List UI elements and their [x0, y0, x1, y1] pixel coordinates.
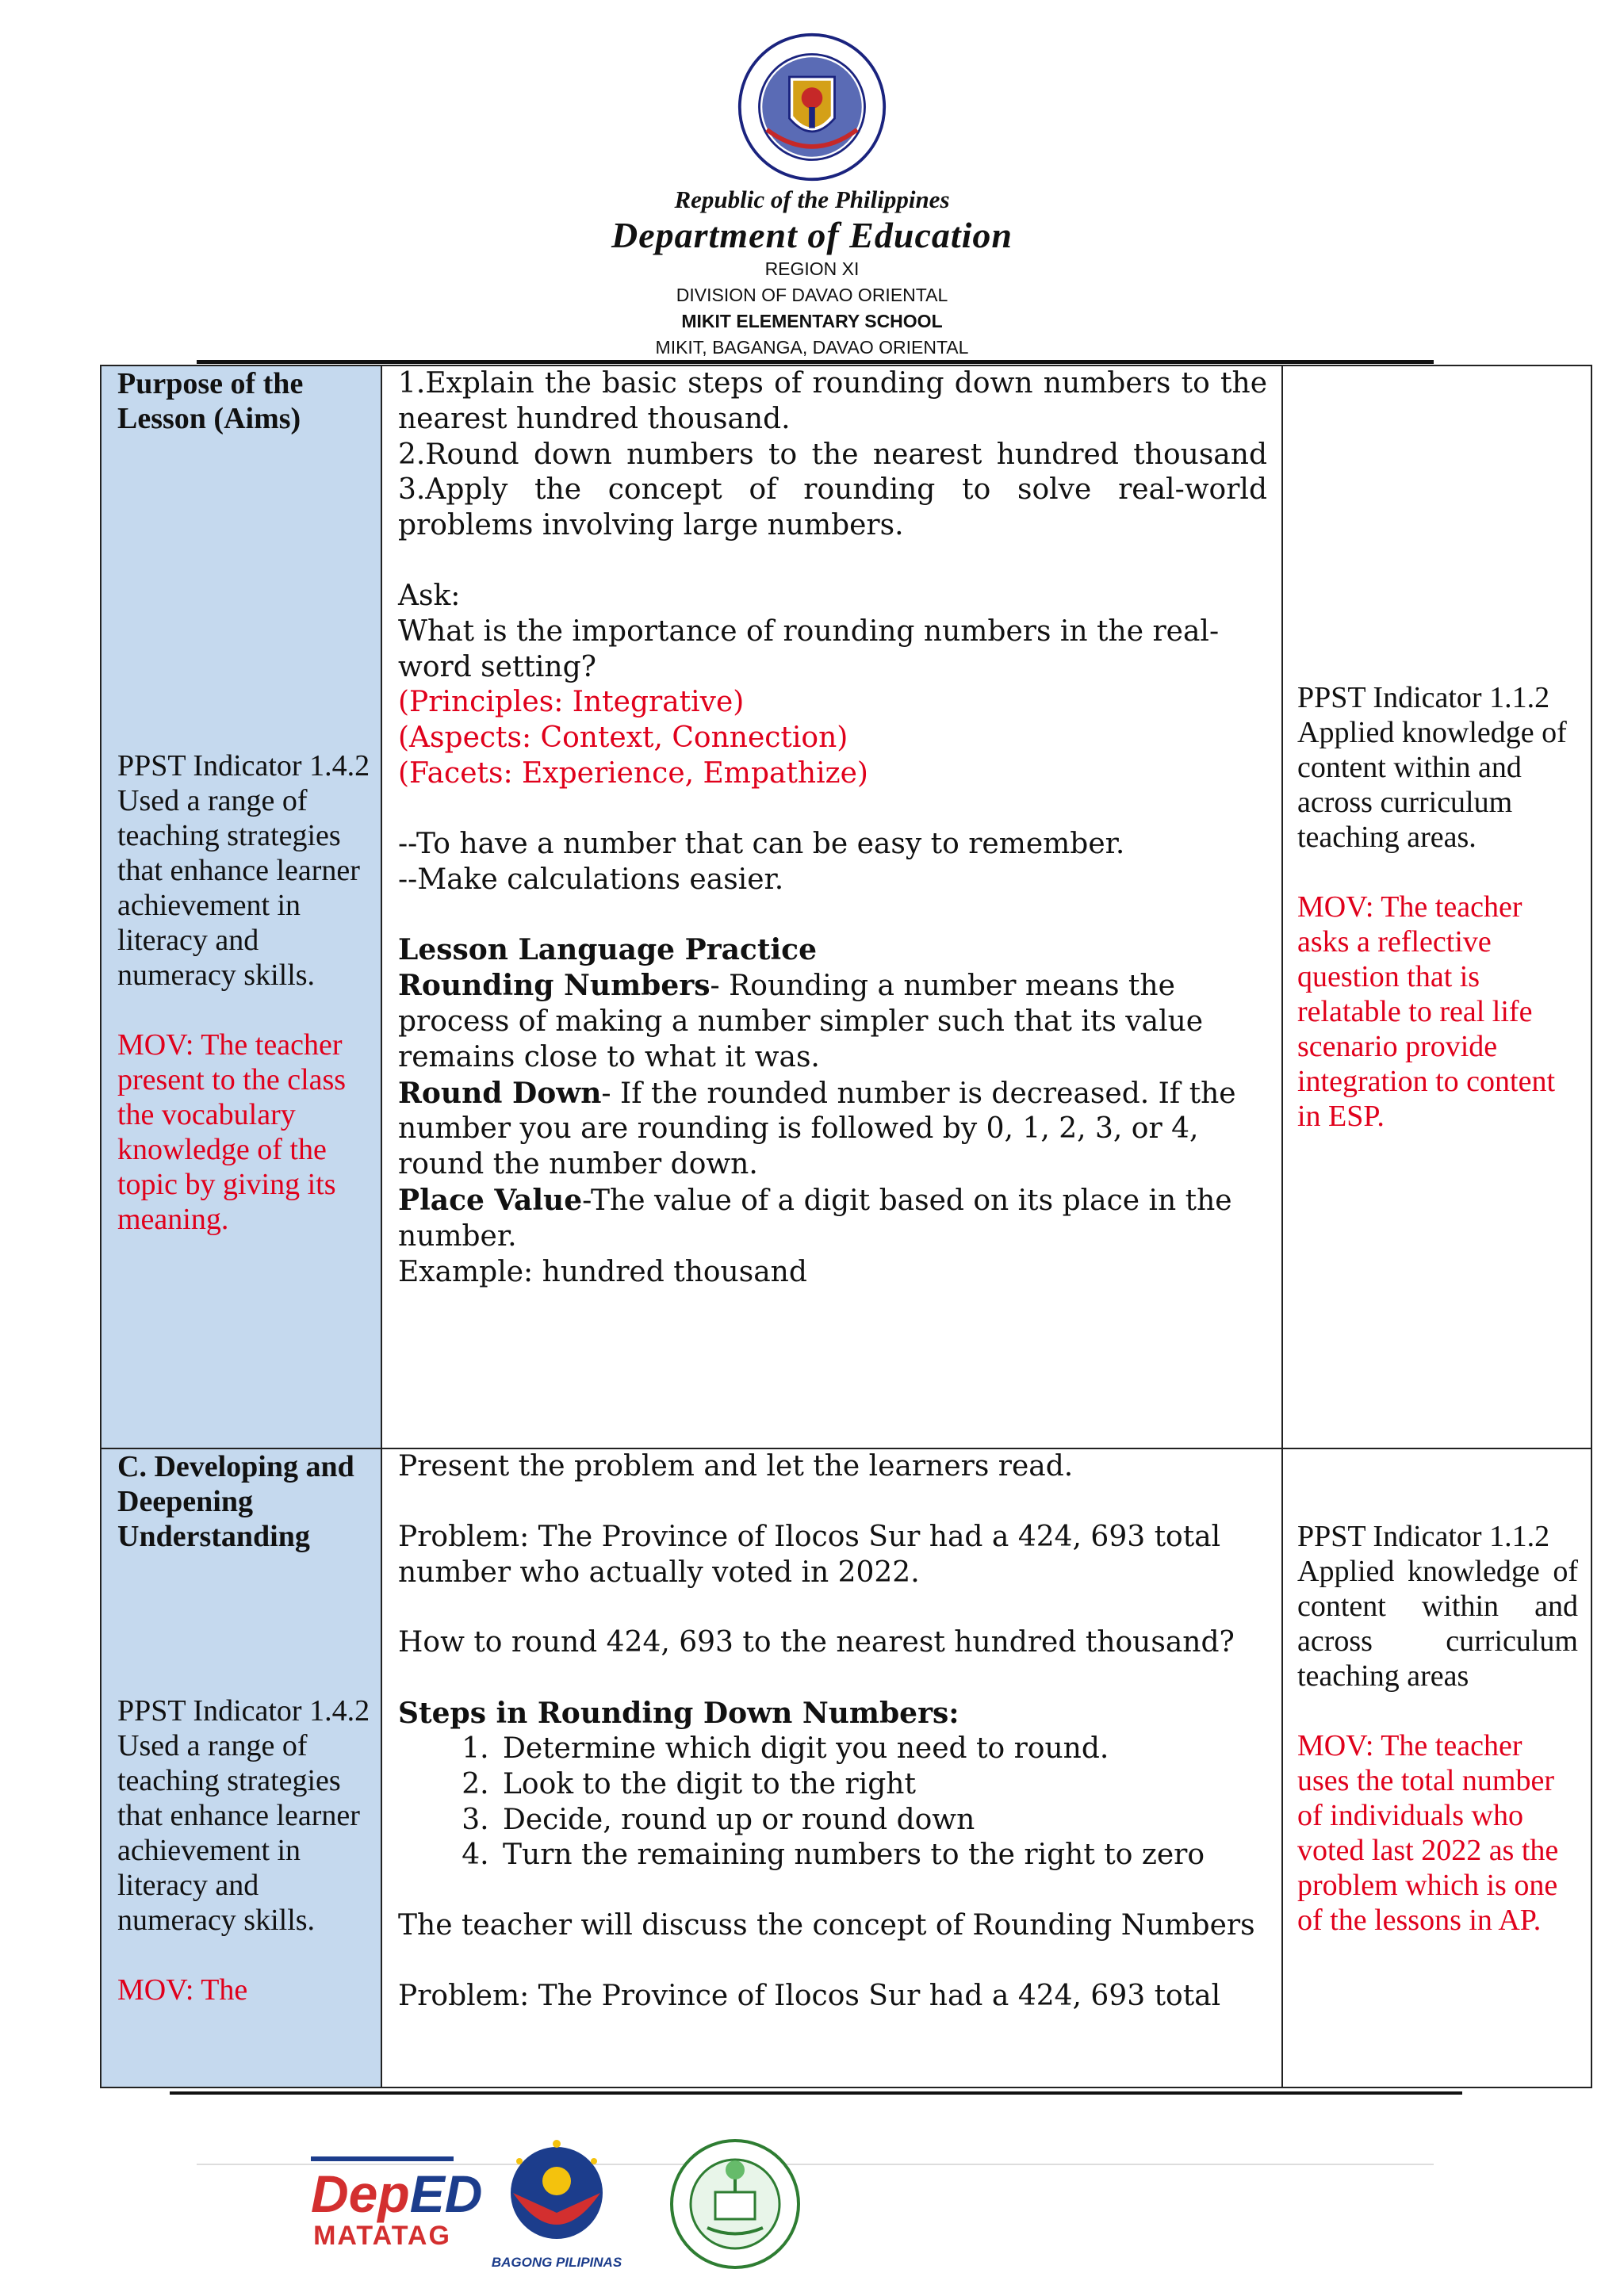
mov-text: MOV: The teacher asks a reflective question that is relatable to real life scenario provide integration to content in ESP. [1297, 890, 1556, 1133]
row-title: Purpose of the Lesson (Aims) [117, 367, 304, 435]
aim-3: 3.Apply the concept of rounding to solve real-world problems involving large numbers. [398, 473, 1267, 542]
ppst-indicator-label: PPST Indicator 1.1.2 [1297, 1520, 1550, 1553]
definition-rounding: Rounding Numbers- Rounding a number means the process of making a number simpler such that its value remains close to what it was. [398, 969, 1204, 1073]
school-line: MIKIT ELEMENTARY SCHOOL [681, 311, 943, 331]
principles-note: (Principles: Integrative) [398, 686, 745, 719]
steps-list [398, 1732, 1267, 1873]
list-item: 4. Turn the remaining numbers to the right to zero [498, 1838, 1267, 1873]
deped-matatag-logo: DepED MATATAG [311, 2156, 454, 2252]
bagong-pilipinas-logo: BAGONG PILIPINAS [477, 2137, 636, 2271]
footer-rule [170, 2091, 1462, 2095]
answer-1: --To have a number that can be easy to remember. [398, 827, 1125, 860]
definition-place-value: Place Value-The value of a digit based on its place in the number. [398, 1183, 1232, 1253]
republic-line: Republic of the Philippines [674, 186, 950, 213]
mov-text: MOV: The teacher uses the total number of individuals who voted last 2022 as the problem which is one of the lessons in AP. [1297, 1729, 1559, 1937]
division-line: DIVISION OF DAVAO ORIENTAL [676, 285, 948, 305]
ppst-indicator-text: Applied knowledge of content within and across curriculum teaching areas. [1297, 716, 1567, 854]
school-seal-icon [668, 2137, 802, 2271]
label-cell [101, 1448, 381, 2087]
ppst-indicator-text: Used a range of teaching strategies that enhance learner achievement in literacy and numeracy skills. [117, 784, 360, 992]
document-header [0, 32, 1624, 361]
ppst-indicator-label: PPST Indicator 1.4.2 [117, 749, 370, 783]
header-rule [197, 360, 1434, 364]
example-text: Example: hundred thousand [398, 1255, 807, 1288]
ppst-indicator-text: Used a range of teaching strategies that enhance learner achievement in literacy and numeracy skills. [117, 1729, 360, 1937]
answer-2: --Make calculations easier. [398, 863, 784, 896]
list-item: 2. Look to the digit to the right [498, 1767, 1267, 1803]
rounding-question: How to round 424, 693 to the nearest hundred thousand? [398, 1626, 1235, 1659]
list-item: 3. Decide, round up or round down [498, 1803, 1267, 1839]
content-cell [381, 365, 1282, 1448]
row-title: C. Developing and Deepening Understanding [117, 1450, 354, 1553]
problem-text-repeat: Problem: The Province of Ilocos Sur had a 424, 693 total [398, 1979, 1221, 2012]
notes-cell [1282, 365, 1591, 1448]
label-cell [101, 365, 381, 1448]
intro-text: Present the problem and let the learners read. [398, 1450, 1074, 1483]
department-line: Department of Education [611, 215, 1013, 255]
region-line: REGION XI [764, 258, 860, 279]
mov-text: MOV: The teacher present to the class the vocabulary knowledge of the topic by giving its meaning. [117, 1028, 347, 1236]
content-cell [381, 1448, 1282, 2087]
ask-label: Ask: [398, 579, 461, 612]
address-line: MIKIT, BAGANGA, DAVAO ORIENTAL [655, 337, 969, 358]
deped-seal-icon [737, 32, 887, 182]
footer-logos [311, 2133, 802, 2275]
practice-title: Lesson Language Practice [398, 933, 817, 967]
ppst-indicator-label: PPST Indicator 1.4.2 [117, 1694, 370, 1728]
mov-text: MOV: The [117, 1973, 248, 2007]
aim-2: 2.Round down numbers to the nearest hundred thousand [398, 438, 1267, 471]
discuss-text: The teacher will discuss the concept of Rounding Numbers [398, 1909, 1255, 1942]
table-row [101, 365, 1591, 1448]
steps-title: Steps in Rounding Down Numbers: [398, 1697, 959, 1731]
table-row [101, 1448, 1591, 2087]
reflective-question: What is the importance of rounding numbers in the real-word setting? [398, 614, 1220, 683]
notes-cell [1282, 1448, 1591, 2087]
problem-text: Problem: The Province of Ilocos Sur had a 424, 693 total number who actually voted in 2022. [398, 1520, 1221, 1589]
facets-note: (Facets: Experience, Empathize) [398, 756, 868, 790]
aim-1: 1.Explain the basic steps of rounding down numbers to the nearest hundred thousand. [398, 367, 1267, 435]
bagong-pilipinas-icon [497, 2137, 616, 2256]
definition-round-down: Round Down- If the rounded number is decreased. If the number you are rounding is followed by 0, 1, 2, 3, or 4, round the number down. [398, 1076, 1236, 1181]
list-item: 1. Determine which digit you need to round. [498, 1732, 1267, 1767]
ppst-indicator-text: Applied knowledge of content within and across curriculum teaching areas [1297, 1555, 1578, 1693]
lesson-plan-table [100, 365, 1592, 2088]
aspects-note: (Aspects: Context, Connection) [398, 721, 848, 755]
ppst-indicator-label: PPST Indicator 1.1.2 [1297, 681, 1550, 714]
